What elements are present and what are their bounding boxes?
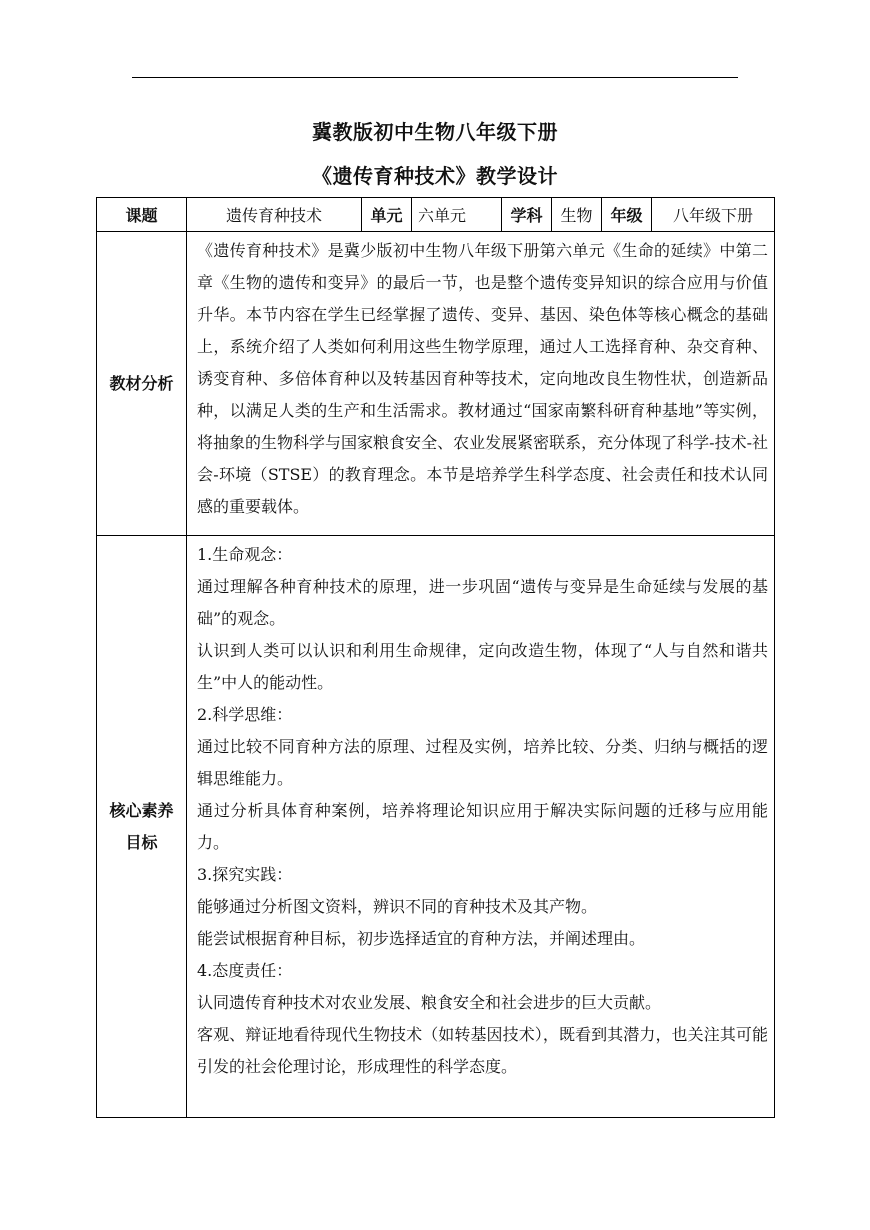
goal-heading-practice: 3.探究实践： [197,865,293,884]
analysis-row [97,232,775,536]
goals-label-line1: 核心素养 [109,800,174,820]
grade-label: 年级 [602,198,652,232]
lesson-plan-table [96,197,775,1118]
goal-item: 通过比较不同育种方法的原理、过程及实例，培养比较、分类、归纳与概括的逻辑思维能力。 [197,737,768,788]
goal-heading-attitude: 4.态度责任： [197,961,293,980]
subject-label: 学科 [502,198,552,232]
unit-label: 单元 [362,198,412,232]
grade-value: 八年级下册 [652,198,775,232]
unit-value: 六单元 [412,198,502,232]
doc-title-line1: 冀教版初中生物八年级下册 [312,120,558,144]
goal-heading-life: 1.生命观念： [197,545,293,564]
topic-value: 遗传育种技术 [187,198,362,232]
goal-item: 通过理解各种育种技术的原理，进一步巩固“遗传与变异是生命延续与发展的基础”的观念。 [197,577,768,628]
topic-label: 课题 [97,198,187,232]
goals-row [97,536,775,1118]
analysis-text: 《遗传育种技术》是冀少版初中生物八年级下册第六单元《生命的延续》中第二章《生物的遗传和变异》的最后一节，也是整个遗传变异知识的综合应用与价值升华。本节内容在学生已经掌握了遗传、变异、基因、染色体等核心概念的基础上，系统介绍了人类如何利用这些生物学原理，通过人工选择育种、杂交育种、诱变育种、多倍体育种以及转基因育种等技术，定向地改良生物性状，创造新品种，以满足人类的生产和生活需求。教材通过“国家南繁科研育种基地”等实例，将抽象的生物科学与国家粮食安全、农业发展紧密联系，充分体现了科学-技术-社会-环境（STSE）的教育理念。本节是培养学生科学态度、社会责任和技术认同感的重要载体。 [187,232,775,536]
header-row [97,198,775,232]
goal-heading-thinking: 2.科学思维： [197,705,293,724]
goal-item: 客观、辩证地看待现代生物技术（如转基因技术），既看到其潜力，也关注其可能引发的社会伦理讨论，形成理性的科学态度。 [197,1025,768,1076]
goals-label-line2: 目标 [125,832,158,852]
goal-item: 通过分析具体育种案例，培养将理论知识应用于解决实际问题的迁移与应用能力。 [197,801,768,852]
goal-item: 能够通过分析图文资料，辨识不同的育种技术及其产物。 [197,897,598,916]
goals-text [187,536,775,1118]
header-rule [132,77,738,78]
goal-item: 能尝试根据育种目标，初步选择适宜的育种方法，并阐述理由。 [197,929,646,948]
subject-value: 生物 [552,198,602,232]
goals-label [97,536,187,1118]
goal-item: 认识到人类可以认识和利用生命规律，定向改造生物，体现了“人与自然和谐共生”中人的能动性。 [197,641,768,692]
doc-title-line2: 《遗传育种技术》教学设计 [312,164,558,188]
analysis-label: 教材分析 [97,232,187,536]
goal-item: 认同遗传育种技术对农业发展、粮食安全和社会进步的巨大贡献。 [197,993,662,1012]
